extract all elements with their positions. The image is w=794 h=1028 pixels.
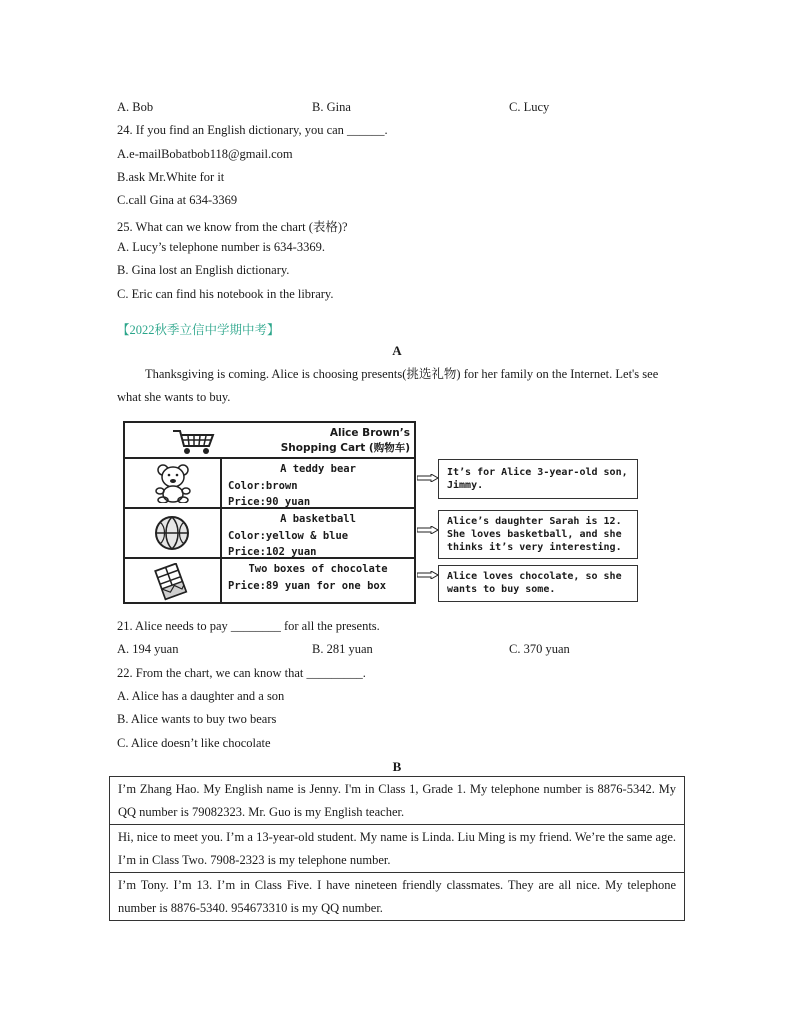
q21-stem: 21. Alice needs to pay ________ for all the presents. [117, 619, 380, 633]
passage-a-heading: A [392, 343, 402, 358]
item-price: Price:89 yuan for one box [228, 580, 387, 592]
cart-divider [125, 457, 414, 459]
cart-title [245, 426, 410, 456]
passage-b-row: I’m Tony. I’m 13. I’m in Class Five. I have nineteen friendly classmates. They are all nice. My telephone number is 8876-5340. 954673310 is my QQ number. [118, 878, 676, 915]
q22-option-c: C. Alice doesn’t like chocolate [117, 736, 271, 750]
note-chocolate: Alice loves chocolate, so she wants to buy some. [438, 565, 638, 602]
q21-options [117, 642, 677, 660]
q24-stem: 24. If you find an English dictionary, you can ______. [117, 123, 388, 137]
passage-b-row: Hi, nice to meet you. I’m a 13-year-old student. My name is Linda. Liu Ming is my friend. We’re the same age. I’m in Class Two. 7908-2323 is my telephone number. [110, 825, 684, 873]
q25-option-c: C. Eric can find his notebook in the library. [117, 287, 334, 301]
cart-title-line2: Shopping Cart (购物车) [280, 442, 410, 454]
arrow-right-icon [417, 526, 438, 534]
q24-option-b: B.ask Mr.White for it [117, 170, 225, 184]
q23-options [117, 100, 677, 118]
item-name: A teddy bear [280, 463, 356, 475]
item-color: Color:brown [228, 480, 298, 492]
q25-stem: 25. What can we know from the chart (表格)? [117, 220, 348, 234]
teddy-bear-icon [151, 463, 195, 508]
item-price: Price:90 yuan [228, 496, 311, 508]
q22-option-b: B. Alice wants to buy two bears [117, 712, 277, 726]
cart-item-teddy-bear [228, 462, 408, 509]
shopping-cart-table [123, 421, 416, 604]
passage-b-row: I’m Zhang Hao. My English name is Jenny. I'm in Class 1, Grade 1. My telephone number is 8876-5342. My QQ number is 79082323. Mr. Guo is my English teacher. [110, 777, 684, 825]
q21-option-b: B. 281 yuan [312, 642, 373, 656]
q24-option-a: A.e-mailBobatbob118@gmail.com [117, 147, 293, 161]
cart-item-basketball [228, 512, 408, 559]
note-teddy-bear: It’s for Alice 3-year-old son, Jimmy. [438, 459, 638, 499]
section-tag: 【2022秋季立信中学期中考】 [117, 323, 280, 337]
cart-column-divider [220, 459, 222, 604]
q22-stem: 22. From the chart, we can know that _________. [117, 666, 366, 680]
q21-option-a: A. 194 yuan [117, 642, 179, 656]
passage-b-heading: B [392, 759, 402, 774]
q24-option-c: C.call Gina at 634-3369 [117, 193, 238, 207]
q25-option-b: B. Gina lost an English dictionary. [117, 263, 290, 277]
q22-option-a: A. Alice has a daughter and a son [117, 689, 285, 703]
cart-item-chocolate [228, 562, 408, 593]
q23-option-c: C. Lucy [509, 100, 550, 114]
arrow-right-icon [417, 474, 438, 482]
item-color: Color:yellow & blue [228, 530, 349, 542]
q23-option-b: B. Gina [312, 100, 351, 114]
item-price: Price:102 yuan [228, 546, 317, 558]
q21-option-c: C. 370 yuan [509, 642, 570, 656]
passage-a-intro: Thanksgiving is coming. Alice is choosing presents(挑选礼物) for her family on the Internet. Let's see what she wants to buy. [117, 367, 659, 404]
basketball-icon [153, 515, 191, 556]
q23-option-a: A. Bob [117, 100, 154, 114]
item-name: Two boxes of chocolate [248, 563, 388, 575]
arrow-right-icon [417, 571, 438, 579]
chocolate-icon [151, 563, 193, 606]
passage-b-table [109, 776, 685, 921]
cart-title-line1: Alice Brown’s [329, 427, 410, 439]
note-basketball: Alice’s daughter Sarah is 12. She loves basketball, and she thinks it’s very interesting. [438, 510, 638, 559]
item-name: A basketball [280, 513, 356, 525]
q25-option-a: A. Lucy’s telephone number is 634-3369. [117, 240, 325, 254]
